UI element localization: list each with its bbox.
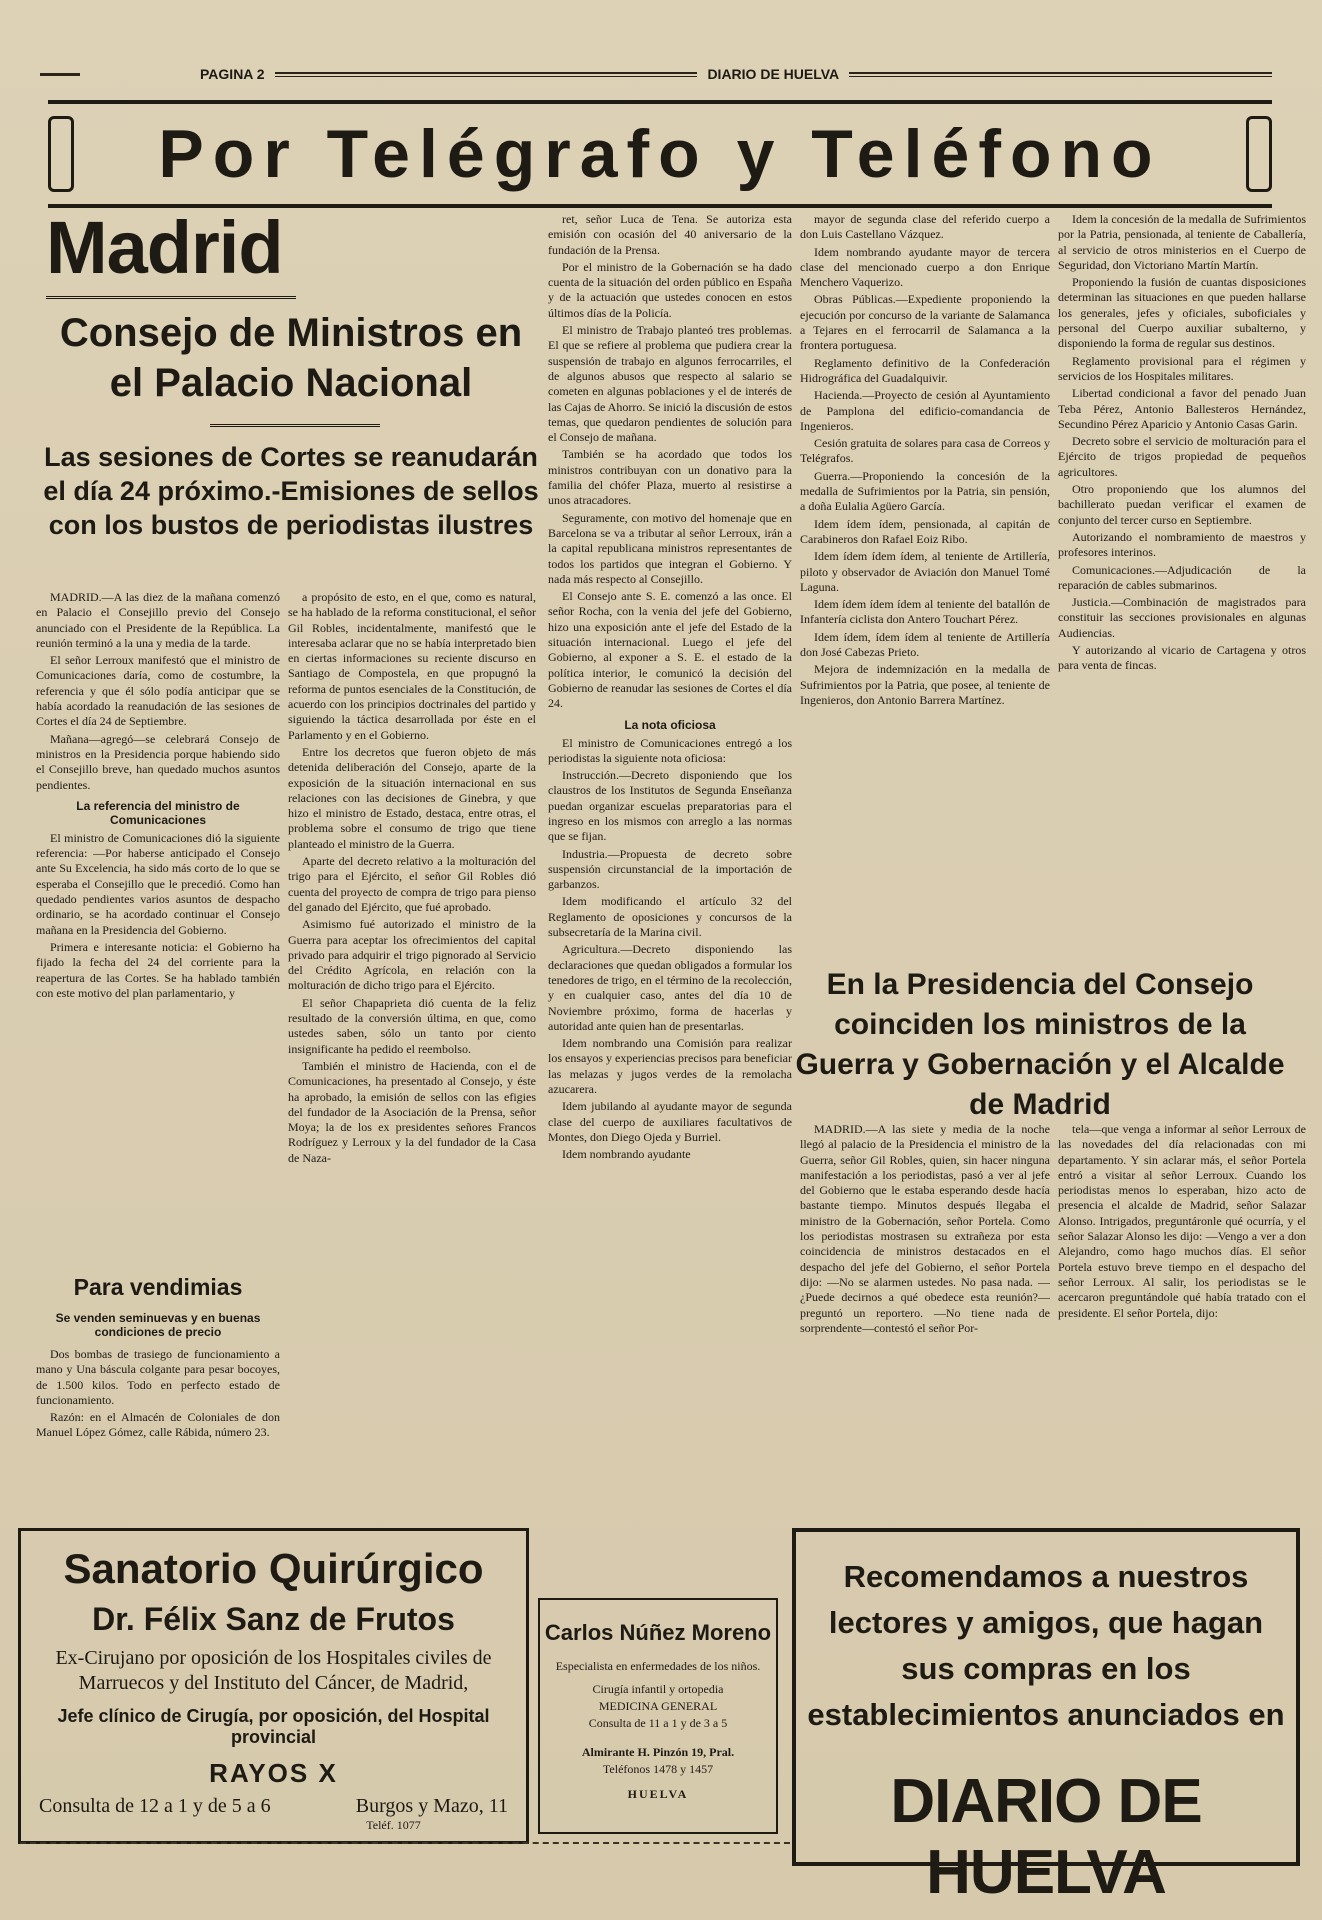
doctor-name: Carlos Núñez Moreno	[544, 1620, 772, 1645]
section-title: Por Telégrafo y Teléfono	[158, 116, 1162, 192]
divider	[46, 296, 296, 299]
presidencia-headline: En la Presidencia del Consejo coinciden los ministros de la Guerra y Gobernación y el Alcalde de Madrid	[795, 968, 1285, 1121]
subheading: La nota oficiosa	[624, 717, 716, 732]
sanatorio-ad: Sanatorio Quirúrgico Dr. Félix Sanz de Frutos Ex-Cirujano por oposición de los Hospitales civiles de Marruecos y del Instituto del Cáncer, de Madrid, Jefe clínico de Cirugía, por oposición, del Hospital provincial RAYOS X Consulta de 12 a 1 y de 5 a 6 Burgos y Mazo, 11 Teléf. 1077	[18, 1528, 529, 1844]
newspaper-logo: DIARIO DE HUELVA	[890, 1767, 1202, 1907]
section-banner	[48, 100, 1272, 208]
column-5: Idem la concesión de la medalla de Sufrimientos por la Patria, pensionada, al teniente de Caballería, al servicio de otros ministerios en el Cuerpo de Seguridad, don Victoriano Martín Martín. Proponiendo la fusión de cuantas disposiciones determinan las situaciones en que pueden hallarse los generales, jefes y oficiales, suboficiales y personal del Cuerpo auxiliar subalterno, y disponiendo la forma de regular sus destinos. Reglamento provisional para el régimen y servicios de los Hospitales militares. Libertad condicional a favor del penado Juan Teba Pérez, Antonio Ballesteros Hernández, Secundino Pérez Aparicio y Antonio Casas Garin. Decreto sobre el servicio de molturación para el Ejército de trigos propiedad de pequeños agricultores. Otro proponiendo que los alumnos del bachillerato puedan verificar el examen de conjunto del tercer curso en Septiembre. Autorizando el nombramiento de maestros y profesores interinos. Comunicaciones.—Adjudicación de la reparación de cables submarinos. Justicia.—Combinación de magistrados para constituir las secciones provisionales en algunas Audiencias. Y autorizando al vicario de Cartagena y otros para venta de fincas.	[1058, 212, 1306, 673]
city-heading: Madrid	[46, 206, 283, 289]
doctor-name: Dr. Félix Sanz de Frutos	[92, 1601, 455, 1637]
page-header	[40, 62, 1282, 86]
vendimias-ad: Para vendimias Se venden seminuevas y en buenas condiciones de precio Dos bombas de trasiego de funcionamiento a mano y Una báscula colgante para pesar bocoyes, de 1.500 kilos. Todo en perfecto estado de funcionamiento. Razón: en el Almacén de Coloniales de don Manuel López Gómez, calle Rábida, número 23.	[36, 1274, 280, 1440]
divider	[210, 424, 380, 427]
column-4: mayor de segunda clase del referido cuerpo a don Luis Castellano Vázquez. Idem nombrando ayudante mayor de tercera clase del mencionado cuerpo a don Enrique Menchero Vaquerizo. Obras Públicas.—Expediente proponiendo la ejecución por concurso de la variante de Salamanca a Tejares en el ferrocarril de Salamanca a la frontera portuguesa. Reglamento definitivo de la Confederación Hidrográfica del Guadalquivir. Hacienda.—Proyecto de cesión al Ayuntamiento de Pamplona del edificio-comandancia de Ingenieros. Cesión gratuita de solares para casa de Correos y Telégrafos. Guerra.—Proponiendo la concesión de la medalla de Sufrimientos por la Patria, sin pensión, a doña Eulalia Agüero García. Idem ídem ídem, pensionada, al capitán de Carabineros don Rafael Eoiz Ribo. Idem ídem ídem ídem, al teniente de Artillería, piloto y observador de Aviación don Manuel Tomé Laguna. Idem ídem ídem ídem al teniente del batallón de Infantería ciclista don Antero Touchart Pérez. Idem ídem, ídem ídem al teniente de Artillería don José Cabezas Prieto. Mejora de indemnización en la medalla de Sufrimientos por la Patria, que posee, al teniente de Ingenieros, don Antonio Barrera Martínez.	[800, 212, 1050, 707]
presidencia-column-b: tela—que venga a informar al señor Lerroux de las novedades del día relacionadas con mi departamento. Y sin aclarar más, el señor Portela entró a visitar al señor Lerroux. Cuando los periodistas menos lo esperaban, hizo acto de presencia el alcalde de Madrid, señor Salazar Alonso. Intrigados, preguntáronle qué ocurría, y el señor Salazar Alonso les dijo: —Vengo a ver a don Alejandro, como hago muchos días. El señor Portela estuvo breve tiempo en el despacho del señor Lerroux. Al salir, los periodistas se le acercaron preguntándole qué había tratado con el presidente. El señor Portela, dijo:	[1058, 1122, 1306, 1320]
recomendamos-ad: Recomendamos a nuestros lectores y amigos, que hagan sus compras en los establecimientos anunciados en DIARIO DE HUELVA	[792, 1528, 1300, 1866]
ornament-icon	[48, 116, 74, 192]
sanatorio-title: Sanatorio Quirúrgico	[63, 1545, 484, 1592]
presidencia-column-a: MADRID.—A las siete y media de la noche llegó al palacio de la Presidencia el ministro de la Guerra, señor Gil Robles, quien, sin hacer ninguna manifestación a los periodistas, pasó a ver al jefe del Gobierno que le estaba esperando desde hacía bastante tiempo. Minutos después llegaba el ministro de la Gobernación, señor Portela. Como los periodistas mostrasen su extrañeza por esta coincidencia de ministros destacados en el despacho del jefe del Gobierno, el señor Portela dijo: —No se alarmen ustedes. No pasa nada. —¿Puede decirnos a qué obedece esta reunión?—preguntó un reportero. —No tiene nada de sorprendente—contestó el señor Por-	[800, 1122, 1050, 1335]
subheading: La referencia del ministro de Comunicaciones	[76, 798, 240, 827]
page-number: PAGINA 2	[200, 66, 265, 82]
column-1: MADRID.—A las diez de la mañana comenzó en Palacio el Consejillo previo del Consejo anunciado con el Presidente de la República. La reunión terminó a la una y media de la tarde. El señor Lerroux manifestó que el ministro de Comunicaciones daría, como de costumbre, la referencia y que él sólo podía anticipar que se había acordado la reanudación de las sesiones de Cortes el día 24 de Septiembre. Mañana—agregó—se celebrará Consejo de ministros en la Presidencia porque habiendo sido el Consejillo breve, han quedado muchos asuntos pendientes. La referencia del ministro de Comunicaciones El ministro de Comunicaciones dió la siguiente referencia: —Por haberse anticipado el Consejo ante Su Excelencia, ha sido más corto de lo que se esperaba el Consejillo que le precedió. Como han quedado pendientes varios asuntos de despacho ordinario, se ha acordado continuar el Consejo mañana en la Presidencia del Gobierno. Primera e interesante noticia: el Gobierno ha fijado la fecha del 24 del corriente para la reapertura de las Cortes. Se ha hablado también con este motivo del plan parlamentario, y	[36, 590, 280, 1000]
article-subheadline: Las sesiones de Cortes se reanudarán el día 24 próximo.-Emisiones de sellos con los bustos de periodistas ilustres	[43, 442, 539, 540]
column-3: ret, señor Luca de Tena. Se autoriza esta emisión con ocasión del 40 aniversario de la fundación de la Prensa. Por el ministro de la Gobernación se ha dado cuenta de la situación del orden público en España y de la actuación que ustedes conocen en estos últimos días de la Policía. El ministro de Trabajo planteó tres problemas. El que se refiere al problema que pudiera crear la suspensión de trabajo en algunos ferrocarriles, el de algunos abusos que respecto al salario se cometen en algunas poblaciones y el de interés de las Cajas de Ahorro. Se inició la discusión de estos temas, que quedaron pendientes de solución para el Consejo de mañana. También se ha acordado que todos los ministros contribuyan con un donativo para la familia del chófer Plaza, muerto al resistirse a unos atracadores. Seguramente, con motivo del homenaje que en Barcelona se va a tributar al señor Lerroux, irán a la capital republicana ministros representantes de todos los partidos que integran el Gobierno. Y nada más respecto al Consejillo. El Consejo ante S. E. comenzó a las once. El señor Rocha, con la venia del jefe del Gobierno, hizo una exposición ante el jefe del Estado de la situación internacional. Luego el jefe del Gobierno, al exponer a S. E. el estado de la política interior, le comunicó la decisión del Gobierno de reanudar las sesiones de Cortes el día 24. La nota oficiosa El ministro de Comunicaciones entregó a los periodistas la siguiente nota oficiosa: Instrucción.—Decreto disponiendo que los claustros de los Institutos de Segunda Enseñanza puedan organizar escuelas preparatorias para el ingreso en los mismos con arreglo a las normas que se fijan. Industria.—Propuesta de decreto sobre suspensión circunstancial de la importación de garbanzos. Idem modificando el artículo 32 del Reglamento de oposiciones y concursos de la subsecretaría de la Marina civil. Agricultura.—Decreto disponiendo las declaraciones que quedan obligados a formular los tenedores de trigo, en el término de la recolección, y en cualquier caso, antes del día 10 de Noviembre próximo, forma de hacerlas y autoridad ante quien han de presentarlas. Idem nombrando una Comisión para realizar los ensayos y experiencias precisos para beneficiar las melazas y jugos verdes de la remolacha azucarera. Idem jubilando al ayudante mayor de segunda clase del cuerpo de auxiliares facultativos de Montes, don Diego Ojeda y Burriel. Idem nombrando ayudante	[548, 212, 792, 1162]
article-headline: Consejo de Ministros en el Palacio Nacional	[59, 311, 523, 405]
vendimias-title: Para vendimias	[73, 1274, 243, 1300]
newspaper-name: DIARIO DE HUELVA	[707, 66, 840, 82]
divider	[20, 1842, 790, 1844]
column-2: a propósito de esto, en el que, como es natural, se ha hablado de la reforma constitucional, el señor Gil Robles, incidentalmente, manifestó que le interesaba aclarar que no se había interpretado bien en ciertas informaciones su reciente discurso en Santiago de Compostela, en que propugnó la reforma de puntos esenciales de la Constitución, de acuerdo con los principios doctrinales del partido y siguiendo la táctica desarrollada por éste en el Parlamento y en el Gobierno. Entre los decretos que fueron objeto de más detenida deliberación del Consejo, aparte de la exposición de la situación internacional en sus relaciones con las decisiones de Ginebra, y que hizo el ministro de Estado, destaca, entre otras, el problema sobre el consumo de trigo que tiene planteado el ministro de la Guerra. Aparte del decreto relativo a la molturación del trigo para el Ejército, el señor Gil Robles dió cuenta del proyecto de compra de trigo para pienso del ganado del Ejército, que fué aprobado. Asimismo fué autorizado el ministro de la Guerra para aceptar los ofrecimientos del capital privado para adquirir el trigo pignorado al Servicio del Crédito Agrícola, en relación con la molturación de dicho trigo para el Ejército. El señor Chapaprieta dió cuenta de la feliz resultado de la conversión última, en que, como ustedes saben, sólo un tanto por ciento insignificante ha pedido el reembolso. También el ministro de Hacienda, con el de Comunicaciones, ha presentado al Consejo, y éste ha aprobado, la emisión de sellos con las efigies del fundador de la Asociación de la Prensa, señor Moya; la de los ex presidentes señores Francos Rodríguez y Lerroux y la del fundador de la Casa de Naza-	[288, 590, 536, 1165]
carlos-nunez-ad: Carlos Núñez Moreno Especialista en enfermedades de los niños. Cirugía infantil y ortopedia MEDICINA GENERAL Consulta de 11 a 1 y de 3 a 5 Almirante H. Pinzón 19, Pral. Teléfonos 1478 y 1457 HUELVA	[538, 1598, 778, 1834]
vendimias-sub: Se venden seminuevas y en buenas condiciones de precio	[55, 1311, 261, 1339]
ornament-icon	[1246, 116, 1272, 192]
